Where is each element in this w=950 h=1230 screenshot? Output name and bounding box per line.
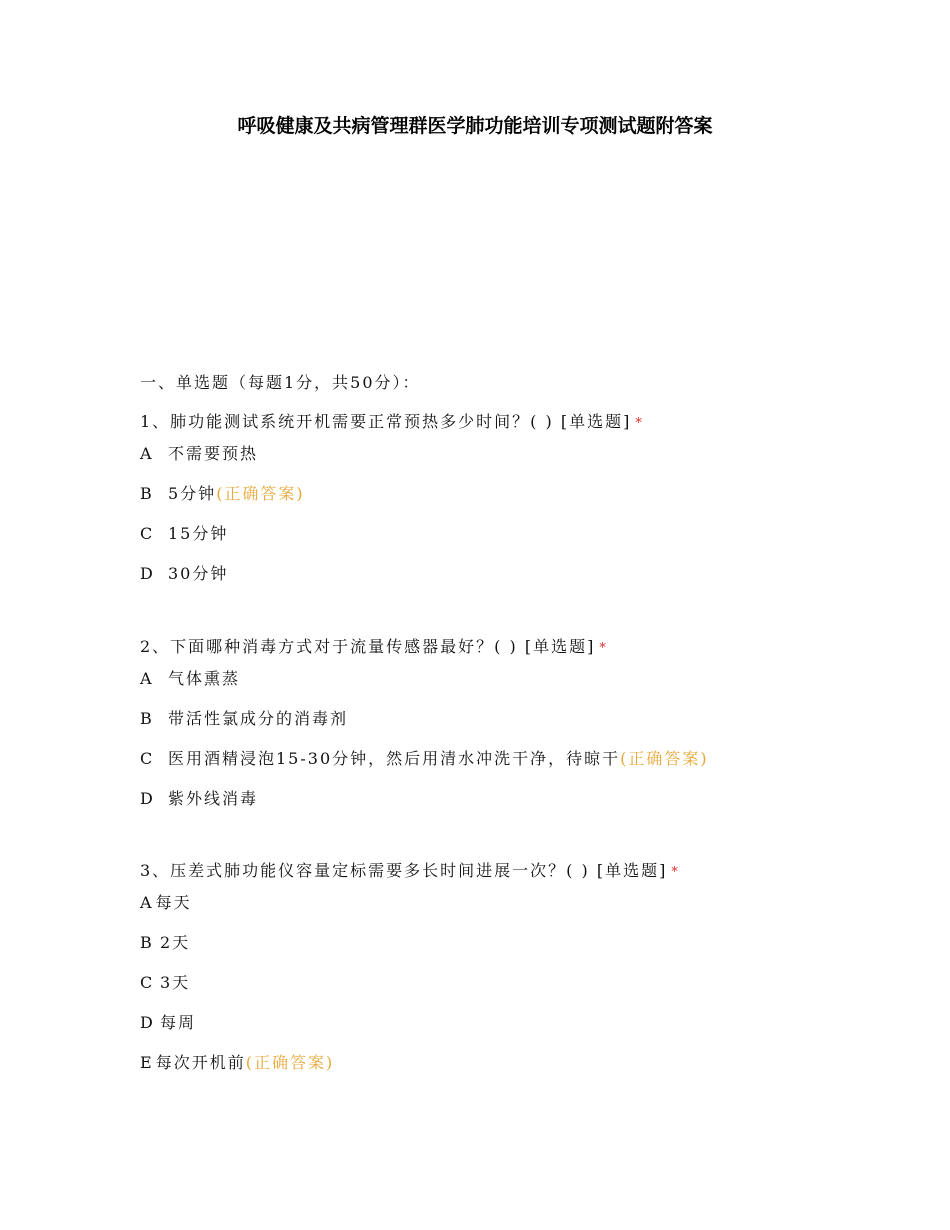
option-c — [140, 746, 840, 786]
option-a — [140, 666, 840, 706]
question-3 — [140, 858, 840, 1090]
option-text: 3天 — [160, 973, 191, 992]
option-text: 15分钟 — [168, 524, 229, 543]
option-letter: C — [140, 973, 155, 992]
document-title: 呼吸健康及共病管理群医学肺功能培训专项测试题附答案 — [237, 115, 713, 137]
option-d — [140, 786, 840, 826]
option-letter: E — [140, 1053, 154, 1072]
question-text: 3、压差式肺功能仪容量定标需要多长时间进展一次？( ) [单选题] — [140, 861, 668, 880]
option-letter: D — [140, 789, 155, 808]
option-text: 5分钟 — [168, 484, 217, 503]
option-c — [140, 521, 840, 561]
option-text: 医用酒精浸泡15-30分钟，然后用清水冲洗干净，待晾干 — [168, 749, 621, 768]
option-letter: C — [140, 524, 155, 543]
correct-answer-marker: (正确答案) — [245, 1053, 335, 1072]
question-text: 1、肺功能测试系统开机需要正常预热多少时间？( ) [单选题] — [140, 412, 632, 431]
option-letter: A — [140, 669, 154, 688]
question-text: 2、下面哪种消毒方式对于流量传感器最好？( ) [单选题] — [140, 637, 596, 656]
option-letter: A — [140, 444, 154, 463]
required-marker: * — [671, 865, 680, 880]
option-text: 气体熏蒸 — [168, 669, 241, 688]
required-marker: * — [635, 416, 644, 431]
question-stem — [140, 634, 840, 660]
option-c — [140, 970, 840, 1010]
required-marker: * — [599, 641, 608, 656]
option-letter: D — [140, 1013, 155, 1032]
option-b — [140, 930, 840, 970]
option-d — [140, 561, 840, 601]
option-a — [140, 441, 840, 481]
option-text: 每天 — [155, 893, 192, 912]
question-stem — [140, 858, 840, 884]
option-e — [140, 1050, 840, 1090]
correct-answer-marker: (正确答案) — [216, 484, 305, 503]
correct-answer-marker: (正确答案) — [620, 749, 709, 768]
section-heading: 一、单选题（每题1分，共50分）： — [140, 373, 421, 392]
option-letter: C — [140, 749, 155, 768]
option-letter: B — [140, 709, 154, 728]
option-letter: D — [140, 564, 155, 583]
option-text: 30分钟 — [168, 564, 229, 583]
option-d — [140, 1010, 840, 1050]
option-text: 每周 — [160, 1013, 197, 1032]
option-letter: A — [140, 893, 154, 912]
option-text: 每次开机前 — [155, 1053, 246, 1072]
option-b — [140, 481, 840, 521]
option-text: 不需要预热 — [168, 444, 259, 463]
option-text: 2天 — [160, 933, 191, 952]
option-a — [140, 890, 840, 930]
question-1 — [140, 409, 840, 601]
option-text: 带活性氯成分的消毒剂 — [168, 709, 349, 728]
question-2 — [140, 634, 840, 826]
question-stem — [140, 409, 840, 435]
option-letter: B — [140, 484, 154, 503]
option-letter: B — [140, 933, 154, 952]
option-text: 紫外线消毒 — [168, 789, 259, 808]
option-b — [140, 706, 840, 746]
